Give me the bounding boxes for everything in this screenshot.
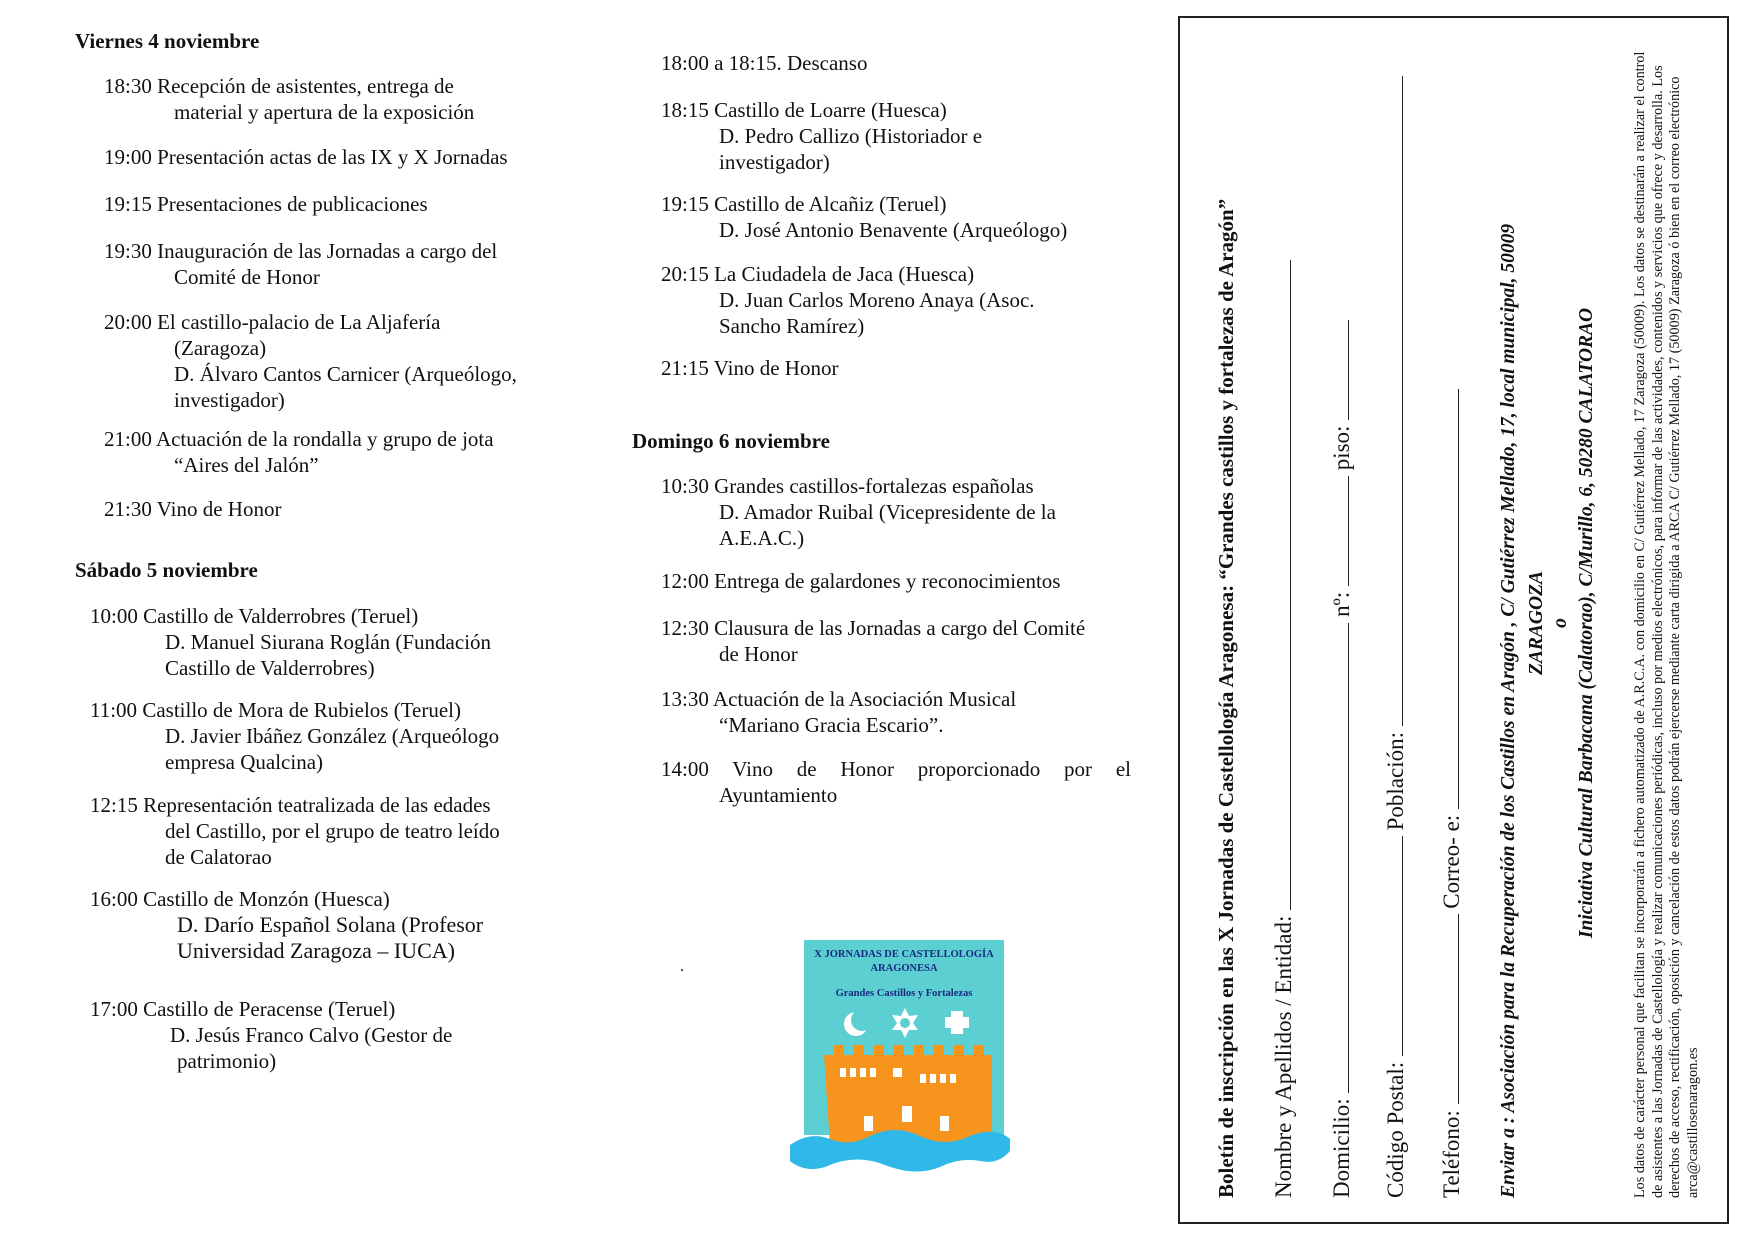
schedule-detail: investigador) [174, 388, 285, 412]
schedule-detail: empresa Qualcina) [165, 750, 324, 774]
schedule-item [90, 603, 585, 681]
schedule-item-line [661, 191, 1131, 217]
schedule-title: Castillo de Mora de Rubielos (Teruel) [142, 698, 462, 722]
postal-label: Código Postal: [1383, 1061, 1408, 1198]
castle-icon [824, 1045, 992, 1145]
schedule-detail: D. Pedro Callizo (Historiador e [719, 124, 983, 148]
schedule-title: Vino de Honor proporcionado por el [732, 757, 1131, 781]
address-field[interactable] [1326, 320, 1355, 1198]
schedule-detail: D. Álvaro Cantos Carnicer (Arqueólogo, [174, 362, 517, 386]
schedule-detail: “Mariano Gracia Escario”. [719, 713, 944, 737]
schedule-title: Castillo de Alcañiz (Teruel) [714, 192, 947, 216]
schedule-item-line [104, 238, 584, 264]
city-blank[interactable] [1380, 76, 1403, 726]
event-logo [790, 940, 1020, 1172]
schedule-detail: D. Jesús Franco Calvo (Gestor de [170, 1023, 453, 1047]
schedule-time: 19:30 [104, 239, 152, 263]
schedule-item-line [661, 473, 1131, 499]
schedule-detail: D. Darío Español Solana (Profesor [177, 912, 484, 937]
schedule-title: Inauguración de las Jornadas a cargo del [157, 239, 498, 263]
address-blank[interactable] [1326, 623, 1349, 1093]
schedule-item [661, 756, 1131, 808]
schedule-detail: (Zaragoza) [174, 336, 267, 360]
schedule-item-line [90, 792, 585, 818]
schedule-item [90, 886, 585, 964]
schedule-item [104, 73, 584, 125]
schedule-item-line [661, 50, 1131, 76]
send-city: ZARAGOZA [1526, 571, 1547, 676]
schedule-time: 20:00 [104, 310, 152, 334]
schedule-time: 19:15 [104, 192, 152, 216]
schedule-item-line [90, 996, 585, 1022]
number-blank[interactable] [1326, 476, 1349, 586]
schedule-detail: Sancho Ramírez) [719, 314, 865, 338]
schedule-item [661, 50, 1131, 76]
schedule-detail: investigador) [719, 150, 830, 174]
schedule-title: El castillo-palacio de La Aljafería [157, 310, 441, 334]
schedule-time: 19:15 [661, 192, 709, 216]
send-address: Enviar a : Asociación para la Recuperación de los Castillos en Aragón , C/ Gutiérrez Mellado, 17, local municipal, 50009 [1498, 223, 1519, 1198]
postal-field[interactable] [1380, 76, 1409, 1198]
schedule-time: 12:00 [661, 569, 709, 593]
schedule-item [104, 144, 584, 170]
schedule-time: 21:30 [104, 497, 152, 521]
logo-title-line-1: X JORNADAS DE CASTELLOLOGÍA [814, 949, 994, 960]
schedule-item [661, 568, 1131, 594]
schedule-item [104, 309, 584, 413]
schedule-item-line [90, 603, 585, 629]
schedule-item [661, 686, 1131, 738]
schedule-detail: material y apertura de la exposición [174, 100, 475, 124]
schedule-title: Grandes castillos-fortalezas españolas [714, 474, 1034, 498]
email-blank[interactable] [1436, 389, 1459, 809]
schedule-item-line [661, 97, 1131, 123]
schedule-item [104, 426, 584, 478]
city-label: Población: [1383, 732, 1408, 831]
schedule-item-line [661, 261, 1131, 287]
schedule-time: 12:15 [90, 793, 138, 817]
schedule-item-line [661, 686, 1131, 712]
schedule-item-line [104, 426, 584, 452]
schedule-item-line [661, 355, 1131, 381]
schedule-detail: D. José Antonio Benavente (Arqueólogo) [719, 218, 1068, 242]
schedule-time: 12:30 [661, 616, 709, 640]
floor-label: piso: [1329, 425, 1354, 471]
schedule-time: 18:30 [104, 74, 152, 98]
schedule-detail: patrimonio) [177, 1049, 277, 1073]
schedule-item-line [104, 191, 584, 217]
schedule-detail: “Aires del Jalón” [174, 453, 319, 477]
schedule-item [661, 97, 1131, 175]
schedule-title: Presentación actas de las IX y X Jornadas [157, 145, 508, 169]
schedule-item-line [661, 756, 1131, 782]
name-blank[interactable] [1268, 260, 1291, 910]
water-icon [790, 1130, 1010, 1172]
day-heading-sunday: Domingo 6 noviembre [632, 429, 830, 453]
schedule-item-line [661, 568, 1131, 594]
stray-dot: . [680, 958, 684, 975]
schedule-title: Castillo de Valderrobres (Teruel) [143, 604, 419, 628]
schedule-item-line [661, 615, 1131, 641]
phone-label: Teléfono: [1439, 1110, 1464, 1198]
schedule-detail: del Castillo, por el grupo de teatro leído [165, 819, 500, 843]
schedule-detail: Universidad Zaragoza – IUCA) [177, 938, 455, 963]
schedule-time: 10:00 [90, 604, 138, 628]
schedule-time: 13:30 [661, 687, 709, 711]
schedule-item-line [90, 697, 585, 723]
day-heading-saturday: Sábado 5 noviembre [75, 558, 258, 582]
schedule-time: 10:30 [661, 474, 709, 498]
schedule-item [104, 238, 584, 290]
schedule-item [104, 191, 584, 217]
schedule-item-line [104, 73, 584, 99]
schedule-time: 18:15 [661, 98, 709, 122]
schedule-detail: D. Javier Ibáñez González (Arqueólogo [165, 724, 500, 748]
schedule-item [661, 473, 1131, 551]
schedule-title: Entrega de galardones y reconocimientos [714, 569, 1061, 593]
schedule-item-line [104, 496, 584, 522]
schedule-item-line [104, 144, 584, 170]
registration-form-box [1178, 16, 1729, 1224]
alternate-address: Iniciativa Cultural Barbacana (Calatorao), C/Murillo, 6, 50280 CALATORAO [1576, 307, 1597, 939]
logo-title-line-2: ARAGONESA [870, 963, 938, 974]
schedule-title: Representación teatralizada de las edades [143, 793, 491, 817]
schedule-detail: Comité de Honor [174, 265, 320, 289]
address-label: Domicilio: [1329, 1098, 1354, 1198]
phone-field[interactable] [1436, 389, 1465, 1198]
schedule-item [90, 697, 585, 775]
schedule-time: 17:00 [90, 997, 138, 1021]
schedule-item-line [104, 309, 584, 335]
name-label: Nombre y Apellidos / Entidad: [1271, 915, 1296, 1198]
name-field[interactable] [1268, 260, 1297, 1198]
schedule-detail: D. Juan Carlos Moreno Anaya (Asoc. [719, 288, 1035, 312]
schedule-detail: D. Manuel Siurana Roglán (Fundación [165, 630, 492, 654]
form-title: Boletín de inscripción en las X Jornadas de Castellología Aragonesa: “Grandes castillos y fortalezas de Aragón” [1214, 198, 1238, 1198]
schedule-item-line [90, 886, 585, 912]
schedule-detail: Ayuntamiento [719, 783, 838, 807]
schedule-title: Clausura de las Jornadas a cargo del Comité [714, 616, 1086, 640]
schedule-title: Castillo de Peracense (Teruel) [143, 997, 396, 1021]
schedule-time: 18:00 a 18:15. [661, 51, 782, 75]
schedule-time: 14:00 [661, 757, 709, 781]
schedule-title: Descanso [787, 51, 868, 75]
privacy-notice: Los datos de carácter personal que facilitan se incorporarán a fichero automatizado de A.R.C.A. con domicilio en C/ Gutiérrez Mellado, 17 Zaragoza (50009). Los datos se destinarán a realizar el control de asistentes a las Jornadas de Castellología y realizar comunicaciones periódicas, incluso por medios electrónicos, para informar de las actividades, contenidos y servicios que ofrece y desarrolla. Los derechos de acceso, rectificación, oposición y cancelación de estos datos podrán ejercerse mediante carta dirigida a ARCA C/ Gutiérrez Mellado, 17 (50009) Zaragoza ó bien en el correo electrónico arca@castillosenaragon.es [1632, 51, 1701, 1198]
or-separator: o [1550, 618, 1571, 628]
schedule-item [90, 792, 585, 870]
schedule-title: Recepción de asistentes, entrega de [157, 74, 454, 98]
number-label: nº: [1329, 591, 1354, 617]
day-heading-friday: Viernes 4 noviembre [75, 29, 260, 53]
schedule-time: 21:15 [661, 356, 709, 380]
schedule-item [104, 496, 584, 522]
schedule-item [90, 996, 585, 1074]
schedule-detail: Castillo de Valderrobres) [165, 656, 375, 680]
schedule-detail: de Calatorao [165, 845, 272, 869]
schedule-title: Presentaciones de publicaciones [157, 192, 428, 216]
schedule-title: La Ciudadela de Jaca (Huesca) [714, 262, 975, 286]
phone-blank[interactable] [1436, 914, 1459, 1104]
schedule-title: Vino de Honor [156, 497, 282, 521]
schedule-item [661, 191, 1131, 243]
schedule-title: Castillo de Monzón (Huesca) [143, 887, 390, 911]
schedule-time: 16:00 [90, 887, 138, 911]
schedule-detail: D. Amador Ruibal (Vicepresidente de la [719, 500, 1056, 524]
schedule-time: 11:00 [90, 698, 138, 722]
schedule-detail: de Honor [719, 642, 798, 666]
schedule-item [661, 615, 1131, 667]
schedule-time: 20:15 [661, 262, 709, 286]
schedule-time: 19:00 [104, 145, 152, 169]
postal-blank[interactable] [1380, 836, 1403, 1056]
email-label: Correo- e: [1439, 814, 1464, 909]
schedule-title: Actuación de la Asociación Musical [712, 687, 1017, 711]
schedule-item [661, 261, 1131, 339]
schedule-title: Castillo de Loarre (Huesca) [714, 98, 947, 122]
schedule-time: 21:00 [104, 427, 152, 451]
schedule-title: Vino de Honor [713, 356, 839, 380]
logo-subtitle: Grandes Castillos y Fortalezas [835, 988, 973, 999]
floor-blank[interactable] [1326, 320, 1349, 420]
schedule-item [661, 355, 1131, 381]
schedule-title: Actuación de la rondalla y grupo de jota [155, 427, 494, 451]
schedule-detail: A.E.A.C.) [719, 526, 805, 550]
